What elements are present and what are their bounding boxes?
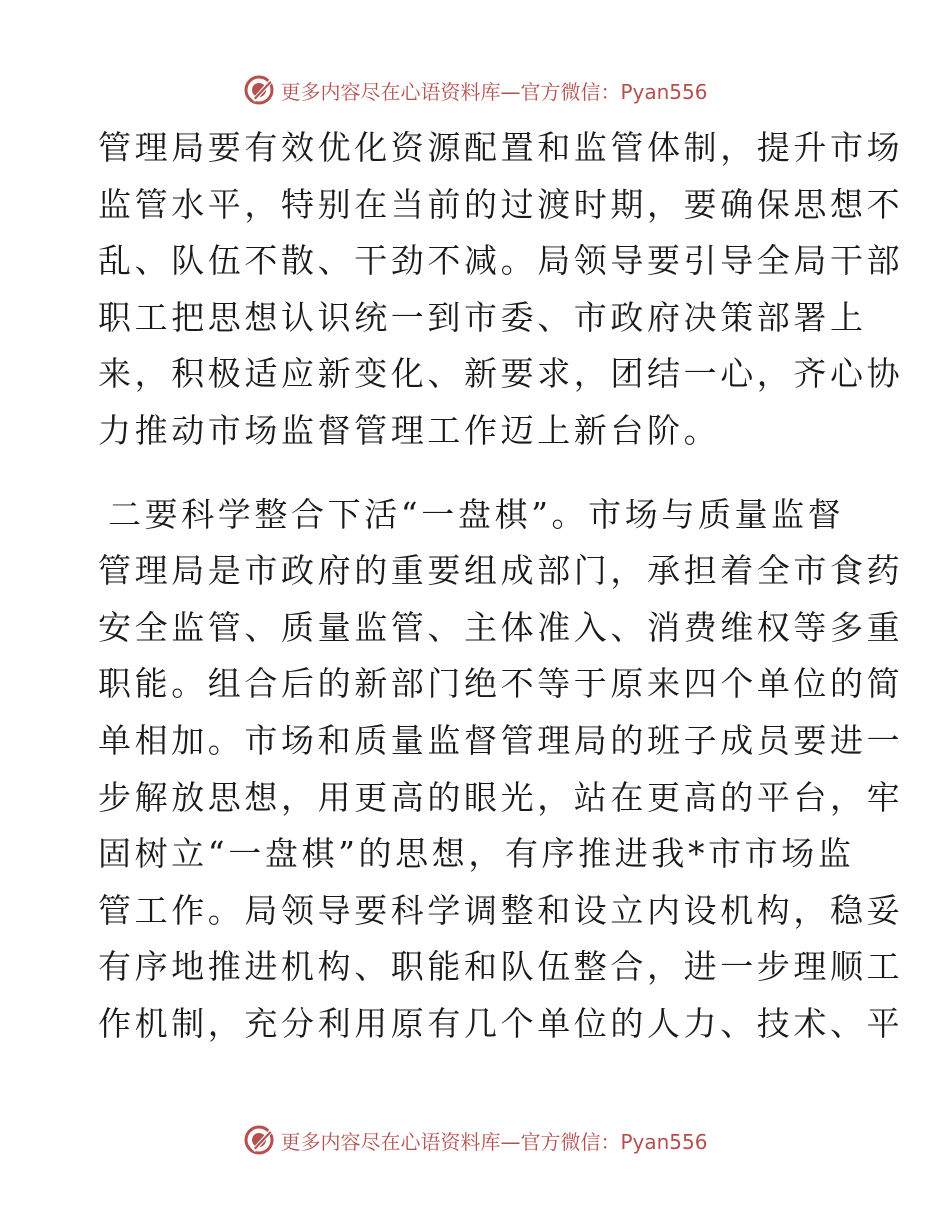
text-line: 职工把思想认识统一到市委、市政府决策部署上 <box>98 297 867 337</box>
text-line: 作机制，充分利用原有几个单位的人力、技术、平 <box>98 1003 904 1043</box>
text-line: 单相加。市场和质量监督管理局的班子成员要进一 <box>98 720 904 760</box>
document-body <box>98 120 904 1053</box>
text-line: 有序地推进机构、职能和队伍整合，进一步理顺工 <box>98 947 904 987</box>
paragraph-2 <box>98 487 904 1053</box>
paragraph-1 <box>98 120 904 460</box>
text-line: 来，积极适应新变化、新要求，团结一心，齐心协 <box>98 354 904 394</box>
footer-banner <box>0 1120 950 1160</box>
text-line: 固树立“一盘棋”的思想，有序推进我*市市场监 <box>98 834 855 874</box>
text-line: 力推动市场监督管理工作迈上新台阶。 <box>98 410 721 450</box>
banner-text: 更多内容尽在心语资料库—官方微信：Pyan556 <box>280 79 708 104</box>
text-line: 步解放思想，用更高的眼光，站在更高的平台，牢 <box>98 777 904 817</box>
text-line: 职能。组合后的新部门绝不等于原来四个单位的简 <box>98 664 904 704</box>
text-line: 监管水平，特别在当前的过渡时期，要确保思想不 <box>98 184 904 224</box>
pen-circle-logo-icon <box>242 1123 276 1157</box>
text-line: 二要科学整合下活“一盘棋”。市场与质量监督 <box>108 494 845 534</box>
header-banner <box>0 70 950 110</box>
text-line: 乱、队伍不散、干劲不减。局领导要引导全局干部 <box>98 241 904 281</box>
pen-circle-logo-icon <box>242 73 276 107</box>
text-line: 管工作。局领导要科学调整和设立内设机构，稳妥 <box>98 890 904 930</box>
text-line: 管理局是市政府的重要组成部门，承担着全市食药 <box>98 551 904 591</box>
banner-text: 更多内容尽在心语资料库—官方微信：Pyan556 <box>280 1129 708 1154</box>
text-line: 安全监管、质量监管、主体准入、消费维权等多重 <box>98 607 904 647</box>
text-line: 管理局要有效优化资源配置和监管体制，提升市场 <box>98 128 904 167</box>
